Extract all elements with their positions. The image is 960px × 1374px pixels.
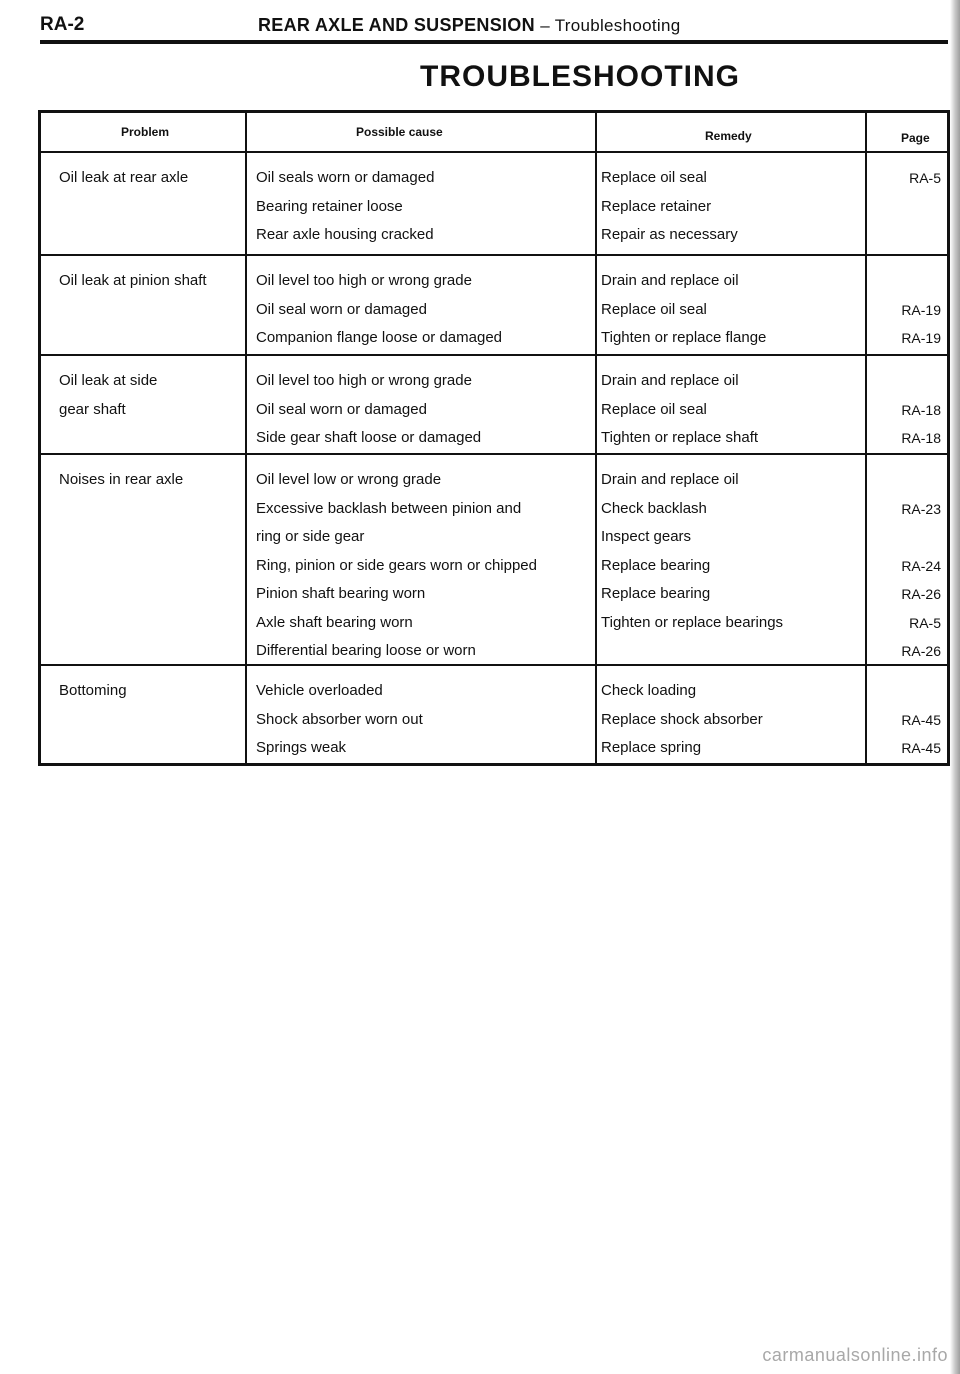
remedy-cell-line: Tighten or replace shaft: [601, 429, 759, 446]
cause-cell: [256, 677, 423, 763]
cause-cell-line: Excessive backlash between pinion and: [256, 499, 522, 517]
page-ref-cell-line: RA-26: [901, 586, 941, 602]
page-ref-cell: [871, 677, 941, 763]
cause-cell-line: Bearing retainer loose: [256, 197, 403, 215]
row-divider: [41, 254, 947, 256]
page-ref-cell-line: [871, 267, 941, 296]
page-ref-cell-line: [871, 523, 941, 552]
page-ref-cell-line: [871, 367, 941, 396]
section-title-main: REAR AXLE AND SUSPENSION: [258, 15, 535, 35]
problem-cell-line: Bottoming: [59, 682, 127, 699]
cause-cell-line: Shock absorber worn out: [256, 710, 423, 728]
page-number: RA-2: [40, 14, 85, 35]
row-divider: [41, 151, 947, 153]
row-divider: [41, 354, 947, 356]
troubleshooting-table: [38, 110, 950, 766]
page-ref-cell-line: [871, 466, 941, 495]
cause-cell: [256, 267, 502, 353]
cause-cell-line: Side gear shaft loose or damaged: [256, 429, 482, 446]
remedy-cell-line: Drain and replace oil: [601, 272, 739, 289]
cause-cell-line: Pinion shaft bearing worn: [256, 585, 426, 602]
remedy-cell-line: Check loading: [601, 682, 697, 699]
page-header: [40, 14, 948, 44]
remedy-cell-line: Check backlash: [601, 499, 707, 517]
cause-cell-line: Oil level too high or wrong grade: [256, 372, 472, 389]
page-ref-cell: [871, 466, 941, 666]
page-ref-cell-line: RA-5: [909, 614, 941, 631]
remedy-cell: [601, 677, 763, 763]
page-ref-cell-line: RA-23: [901, 500, 941, 517]
remedy-cell-line: Replace oil seal: [601, 300, 707, 318]
cause-cell-line: Oil level too high or wrong grade: [256, 272, 472, 289]
remedy-cell: [601, 164, 738, 250]
page-ref-cell-line: RA-45: [901, 711, 941, 728]
watermark: carmanualsonline.info: [762, 1345, 948, 1365]
cause-cell-line: Companion flange loose or damaged: [256, 329, 502, 346]
scan-shadow-edge: [950, 0, 960, 1374]
problem-cell: [59, 677, 127, 706]
problem-cell-line: Oil leak at pinion shaft: [59, 272, 207, 289]
page-ref-cell-line: RA-26: [901, 643, 941, 659]
problem-cell-line: Oil leak at rear axle: [59, 169, 189, 186]
page-ref-cell-line: RA-19: [901, 330, 941, 346]
remedy-cell-line: Drain and replace oil: [601, 471, 739, 488]
section-title-sub: – Troubleshooting: [540, 16, 681, 35]
remedy-cell-line: Replace bearing: [601, 585, 711, 602]
problem-cell-line: Oil leak at side: [59, 372, 158, 389]
column-header-cause: Possible cause: [356, 125, 443, 139]
page-ref-cell-line: [871, 677, 941, 706]
cause-cell-line: Oil seal worn or damaged: [256, 400, 427, 418]
cause-cell: [256, 164, 434, 250]
cause-cell-line: Oil seals worn or damaged: [256, 169, 435, 186]
page-ref-cell-line: RA-18: [901, 430, 941, 446]
column-header-page: Page: [901, 131, 930, 145]
page-ref-cell-line: RA-19: [901, 301, 941, 318]
document-title: TROUBLESHOOTING: [420, 60, 740, 93]
cause-cell-line: Oil level low or wrong grade: [256, 471, 442, 488]
remedy-cell-line: Replace spring: [601, 739, 702, 756]
cause-cell-line: Differential bearing loose or worn: [256, 642, 476, 659]
remedy-cell-line: Tighten or replace bearings: [601, 613, 784, 631]
problem-cell: [59, 164, 188, 193]
cause-cell: [256, 466, 537, 666]
column-header-problem: Problem: [121, 125, 170, 139]
row-divider: [41, 453, 947, 455]
remedy-cell-line: Replace oil seal: [601, 169, 707, 186]
problem-cell-line: gear shaft: [59, 400, 126, 418]
remedy-cell-line: Replace bearing: [601, 556, 711, 574]
remedy-cell: [601, 466, 783, 637]
page-ref-cell-line: RA-45: [901, 740, 941, 756]
remedy-cell-line: Inspect gears: [601, 528, 692, 545]
cause-cell-line: Vehicle overloaded: [256, 682, 383, 699]
remedy-cell: [601, 367, 758, 453]
page-ref-cell: [871, 164, 941, 250]
remedy-cell-line: Repair as necessary: [601, 226, 738, 243]
remedy-cell-line: Drain and replace oil: [601, 372, 739, 389]
problem-cell: [59, 267, 207, 296]
page-ref-cell: [871, 367, 941, 453]
cause-cell-line: Axle shaft bearing worn: [256, 613, 413, 631]
cause-cell-line: ring or side gear: [256, 528, 365, 545]
remedy-cell: [601, 267, 766, 353]
cause-cell-line: Springs weak: [256, 739, 347, 756]
page-ref-cell: [871, 267, 941, 353]
page-ref-cell-line: RA-24: [901, 557, 941, 574]
cause-cell-line: Oil seal worn or damaged: [256, 300, 427, 318]
cause-cell: [256, 367, 481, 453]
remedy-cell-line: Replace retainer: [601, 197, 712, 215]
problem-cell-line: Noises in rear axle: [59, 471, 184, 488]
cause-cell-line: Ring, pinion or side gears worn or chipped: [256, 556, 537, 574]
cause-cell-line: Rear axle housing cracked: [256, 226, 434, 243]
page-ref-cell-line: [871, 193, 941, 222]
problem-cell: [59, 367, 157, 424]
remedy-cell-line: Tighten or replace flange: [601, 329, 767, 346]
page-ref-cell-line: [871, 221, 941, 250]
page-ref-cell-line: RA-5: [909, 170, 941, 186]
section-title: [258, 15, 680, 36]
page-ref-cell-line: RA-18: [901, 401, 941, 418]
problem-cell: [59, 466, 183, 495]
remedy-cell-line: Replace oil seal: [601, 400, 707, 418]
remedy-cell-line: Replace shock absorber: [601, 710, 763, 728]
column-header-remedy: Remedy: [705, 129, 752, 143]
